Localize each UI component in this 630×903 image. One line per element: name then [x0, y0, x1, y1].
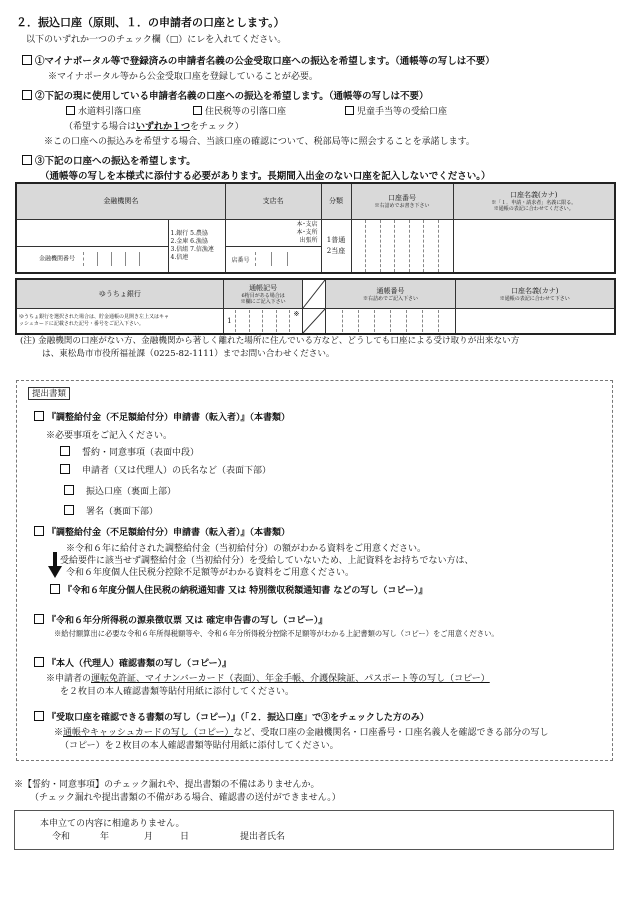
- doc5-checkbox[interactable]: [34, 657, 44, 667]
- yucho-symbol-input[interactable]: 1 ※: [223, 309, 303, 335]
- option3-row[interactable]: [22, 153, 196, 167]
- signature-checkbox[interactable]: [64, 505, 74, 515]
- yucho-account-table: [15, 278, 616, 335]
- section-instruction: 以下のいずれか一つのチェック欄（□）にレを入れてください。: [26, 35, 287, 45]
- doc-item4[interactable]: 『令和６年分所得税の源泉徴収票 又は 確定申告書の写し（コピー）』: [34, 613, 327, 626]
- doc1-sub-applicant[interactable]: 申請者（又は代理人）の氏名など（表面下部）: [60, 463, 271, 476]
- tax-checkbox[interactable]: [193, 106, 202, 115]
- col-account-number: 口座番号 ※右詰めでお書き下さい: [351, 183, 453, 219]
- option3-checkbox[interactable]: [22, 155, 32, 165]
- bank-note-line2: は、東松島市市役所福祉課（0225-82-1111）までお問い合わせください。: [42, 349, 335, 359]
- doc-item5-note1: ※申請者の運転免許証、マイナンバーカード（表面）、年金手帳、介護保険証、パスポート等の写し（コピー）: [46, 674, 490, 684]
- doc4-checkbox[interactable]: [34, 614, 44, 624]
- doc-item2[interactable]: 『調整給付金（不足額給付分）申請書（転入者）』（本書類）: [34, 525, 290, 538]
- doc1-sub-signature[interactable]: 署名（裏面下部）: [64, 504, 158, 517]
- option2-checkbox[interactable]: [22, 90, 32, 100]
- doc-item3[interactable]: 『令和６年度分個人住民税の納税通知書 又は 特別徴収税額通知書 などの写し（コピー）』: [50, 583, 428, 596]
- signer-label: 提出者氏名: [240, 832, 286, 842]
- footer-warning1: ※【誓約・同意事項】のチェック漏れや、提出書類の不備はありませんか。: [14, 780, 320, 790]
- col-yucho-number: 通帳番号 ※右詰めでご記入下さい: [326, 279, 455, 309]
- doc3-checkbox[interactable]: [50, 584, 60, 594]
- option1-row[interactable]: [22, 53, 495, 67]
- down-arrow-icon: [48, 552, 62, 578]
- account-class[interactable]: 1普通 2当座: [321, 219, 351, 273]
- section-title: ２．振込口座（原則、１．の申請者の口座とします。）: [16, 16, 285, 29]
- account-checkbox[interactable]: [64, 485, 74, 495]
- doc-item5-note2: を２枚目の本人確認書類等貼付用紙に添付してください。: [60, 687, 295, 697]
- holder-name-input[interactable]: [453, 219, 615, 273]
- col-branch: 支店名: [225, 183, 321, 219]
- slash-cell-2: [303, 309, 326, 335]
- declaration-text: 本申立ての内容に相違ありません。: [40, 819, 185, 829]
- date-month: 月: [144, 832, 154, 842]
- doc-item1-note: ※必要事項をご記入ください。: [46, 431, 173, 441]
- doc-item1[interactable]: 『調整給付金（不足額給付分）申請書（転入者）』（本書類）: [34, 410, 290, 423]
- col-class: 分類: [321, 183, 351, 219]
- option3-label: ③下記の口座への振込を希望します。: [35, 156, 196, 167]
- option2-choice-tax[interactable]: 住民税等の引落口座: [193, 104, 286, 117]
- doc2-checkbox[interactable]: [34, 526, 44, 536]
- doc-item6-note2: （コピー）を２枚目の本人確認書類等貼付用紙に添付してください。: [60, 741, 339, 751]
- option2-label: ②下記の現に使用している申請者名義の口座への振込を希望します。（通帳等の写しは不要）: [35, 91, 429, 102]
- doc-item4-note: ※給付額算出に必要な令和６年所得税額等や、令和６年分所得税分控除不足額等がわかる上記書類の写し（コピー）をご用意ください。: [54, 629, 499, 638]
- doc-item6[interactable]: 『受取口座を確認できる書類の写し（コピー）』（「２．振込口座」で③をチェックした方のみ）: [34, 710, 429, 723]
- date-year: 年: [100, 832, 110, 842]
- bank-type-list[interactable]: 1.銀行 5.農協 2.金庫 6.漁協 3.信組 7.信漁連 4.信連: [168, 219, 225, 273]
- bank-code-cell[interactable]: 金融機関番号: [16, 247, 168, 273]
- col-yucho-holder: 口座名義(カナ) ※通帳の表記に合わせて下さい: [455, 279, 615, 309]
- doc1-sub-pledge[interactable]: 誓約・同意事項（表面中段）: [60, 445, 199, 458]
- yucho-number-input[interactable]: [326, 309, 455, 335]
- doc1-checkbox[interactable]: [34, 411, 44, 421]
- bank-note-line1: (注) 金融機関の口座がない方、金融機関から著しく離れた場所に住んでいる方など、どうしても口座による受け取りが出来ない方: [20, 336, 520, 346]
- option2-choice-water[interactable]: 水道料引落口座: [66, 104, 141, 117]
- doc-item2-note2: 受給要件に該当せず調整給付金（当初給付分）を受給していないため、上記資料をお持ちでない方は、: [60, 556, 474, 566]
- water-checkbox[interactable]: [66, 106, 75, 115]
- bank-account-table: [15, 182, 616, 274]
- branch-code-input[interactable]: [255, 247, 321, 273]
- col-bank-name: 金融機関名: [16, 183, 225, 219]
- option1-note: ※マイナポータル等から公金受取口座を登録していることが必要。: [48, 72, 318, 82]
- date-era: 令和: [52, 832, 71, 842]
- bank-name-input[interactable]: [16, 219, 168, 247]
- doc-item2-note3: 令和６年度個人住民税分控除不足額等がわかる資料をご用意ください。: [66, 568, 355, 578]
- signer-name-input[interactable]: [300, 826, 600, 842]
- child-allowance-checkbox[interactable]: [345, 106, 354, 115]
- branch-type-list[interactable]: 本･支店 本･支所 出張所: [225, 219, 321, 247]
- option1-checkbox[interactable]: [22, 55, 32, 65]
- yucho-note: ゆうちょ銀行を選択された場合は、貯金通帳の見開き左上又はキャ ッシュカードに記載された記号・番号をご記入下さい。: [16, 309, 223, 335]
- option2-note: ※この口座への振込みを希望する場合、当該口座の確認について、税部局等に照会することを承諾します。: [44, 137, 475, 147]
- slash-cell: [303, 279, 326, 309]
- col-symbol: 通帳記号 6桁目がある場合は ※欄にご記入下さい: [223, 279, 303, 309]
- option2-row[interactable]: [22, 88, 429, 102]
- yucho-holder-input[interactable]: [455, 309, 615, 335]
- doc1-sub-account[interactable]: 振込口座（裏面上部）: [64, 484, 176, 497]
- pledge-checkbox[interactable]: [60, 446, 70, 456]
- account-number-input[interactable]: [351, 219, 453, 273]
- footer-warning2: （チェック漏れや提出書類の不備がある場合、確認書の送付ができません。）: [30, 793, 341, 803]
- date-day: 日: [180, 832, 190, 842]
- option2-hint: （希望する場合はいずれか１つをチェック）: [64, 122, 244, 132]
- doc-item2-note1: ※令和６年に給付された調整給付金（当初給付分）の額がわかる資料をご用意ください。: [66, 544, 427, 554]
- option3-note: （通帳等の写しを本様式に添付する必要があります。長期間入出金のない口座を記入しないでください。）: [40, 171, 491, 182]
- doc-item5[interactable]: 『本人（代理人）確認書類の写し（コピー）』: [34, 656, 231, 669]
- col-yucho: ゆうちょ銀行: [16, 279, 223, 309]
- branch-code-label: 店番号: [225, 247, 255, 273]
- applicant-checkbox[interactable]: [60, 464, 70, 474]
- doc-item6-note1: ※通帳やキャッシュカードの写し（コピー）など、受取口座の金融機関名・口座番号・口座名義人を確認できる部分の写し: [54, 728, 549, 738]
- option2-choice-child[interactable]: 児童手当等の受給口座: [345, 104, 447, 117]
- col-holder: 口座名義(カナ) ※「１．申請・請求者」名義に限る。 ※通帳の表記に合わせてください。: [453, 183, 615, 219]
- doc6-checkbox[interactable]: [34, 711, 44, 721]
- documents-header: 提出書類: [28, 387, 70, 400]
- option1-label: ①マイナポータル等で登録済みの申請者名義の公金受取口座への振込を希望します。（通帳等の写しは不要）: [35, 56, 495, 67]
